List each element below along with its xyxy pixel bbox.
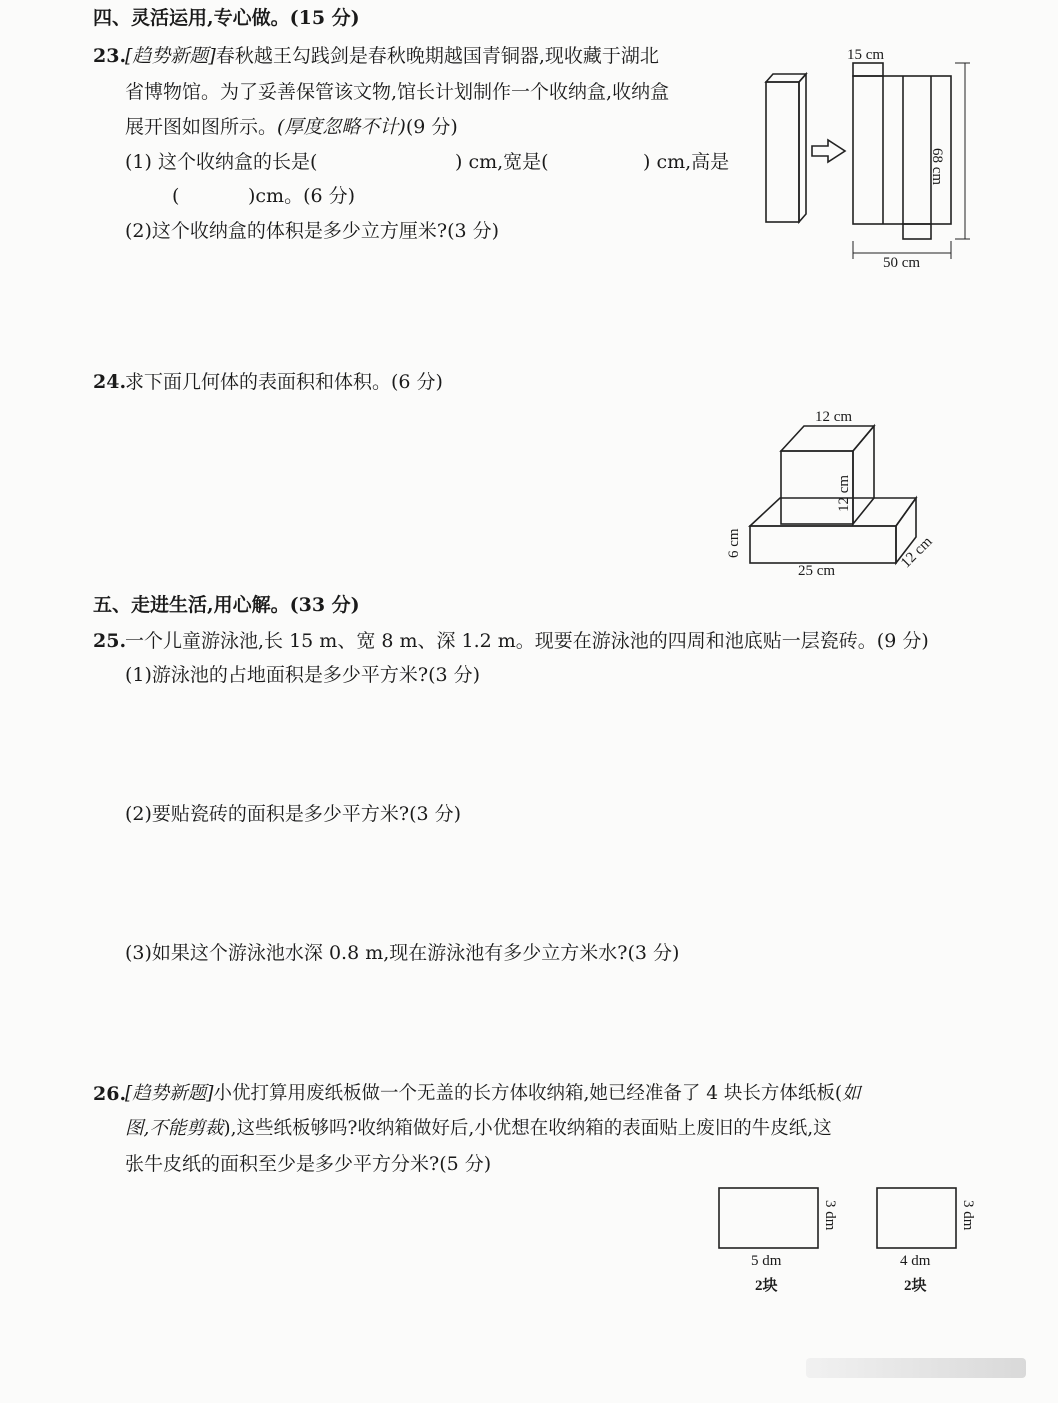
q26-line1-text: 小优打算用废纸板做一个无盖的长方体收纳箱,她已经准备了 4 块长方体纸板( [213,1083,843,1104]
section-4-title: 四、灵活运用,专心做。(15 分) [93,7,360,29]
q23-box-side [799,74,806,222]
q23-part1-b: ) cm,宽是( [455,151,549,173]
q25-number: 25. [93,630,127,652]
q26-board-4x3 [877,1188,956,1248]
q23-label-top: 15 cm [847,47,885,63]
q25-part2: (2)要贴瓷砖的面积是多少平方米?(3 分) [125,803,462,825]
q26-line2-text: ),这些纸板够吗?收纳箱做好后,小优想在收纳箱的表面贴上废旧的牛皮纸,这 [223,1118,832,1139]
q23-label-bottom: 50 cm [883,255,921,271]
q24-label-left: 6 cm [726,528,742,558]
q26-boards-figure [715,1185,965,1255]
q23-note: (厚度忽略不计) [277,116,406,138]
q23-part2: (2)这个收纳盒的体积是多少立方厘米?(3 分) [125,220,500,242]
q23-number: 23. [93,45,127,67]
q26-board1-side: 3 dm [822,1200,838,1231]
q26-line1-tail: 如 [842,1083,861,1104]
q24-base-front [750,526,896,563]
q23-label-right: 68 cm [929,148,945,186]
q26-line3: 张牛皮纸的面积至少是多少平方分米?(5 分) [125,1153,492,1175]
q26-board-5x3 [719,1188,818,1248]
section-5-title: 五、走进生活,用心解。(33 分) [93,594,360,616]
q24-cube-side [853,426,874,524]
q23-box-figure [760,45,990,275]
q24-label-bottom: 25 cm [798,563,836,579]
q24-label-depth: 12 cm [898,533,936,572]
q24-label-top: 12 cm [815,409,853,425]
q26-board2-side: 3 dm [960,1200,976,1231]
q26-board1-bottom: 5 dm [751,1253,782,1269]
q23-part1-c: ) cm,高是 [643,151,730,173]
q23-box-front [766,82,799,222]
q23-net-bottom-flap [903,224,931,239]
q24-cube-top [781,426,874,451]
q26-tag: [趋势新题] [125,1083,214,1104]
q26-board2-count: 2块 [904,1278,927,1294]
q24-base-top [750,498,916,526]
q24-text: 求下面几何体的表面积和体积。(6 分) [125,371,443,393]
page-scroll-indicator [806,1358,1026,1378]
q23-part1-a: (1) 这个收纳盒的长是( [125,151,318,173]
arrow-icon [812,140,845,162]
q23-part1-e: )cm。(6 分) [248,185,356,207]
q24-label-cube-height: 12 cm [836,474,852,512]
q23-line3-text: 展开图如图所示。 [125,116,278,138]
q23-net-top-flap [853,63,883,76]
q26-board2-bottom: 4 dm [900,1253,931,1269]
q26-line2-note: 图,不能剪裁 [125,1118,224,1139]
q24-solid-figure [740,420,930,570]
q26-number: 26. [93,1083,127,1105]
q24-number: 24. [93,371,127,393]
q23-line1-text: 春秋越王勾践剑是春秋晚期越国青铜器,现收藏于湖北 [215,45,659,67]
q25-text: 一个儿童游泳池,长 15 m、宽 8 m、深 1.2 m。现要在游泳池的四周和池底贴一层瓷砖。(9 分) [125,630,929,652]
q23-tag: [趋势新题] [125,45,216,67]
q23-part1-d: ( [172,185,180,207]
q23-line3 [125,115,458,139]
q25-part1: (1)游泳池的占地面积是多少平方米?(3 分) [125,664,481,686]
q25-part3: (3)如果这个游泳池水深 0.8 m,现在游泳池有多少立方米水?(3 分) [125,942,680,964]
q23-line1 [125,44,659,68]
q26-line1 [125,1082,861,1106]
q26-line2 [125,1117,832,1141]
q26-board1-count: 2块 [755,1278,778,1294]
q23-line2: 省博物馆。为了妥善保管该文物,馆长计划制作一个收纳盒,收纳盒 [125,81,670,103]
q23-points: (9 分) [405,116,458,138]
